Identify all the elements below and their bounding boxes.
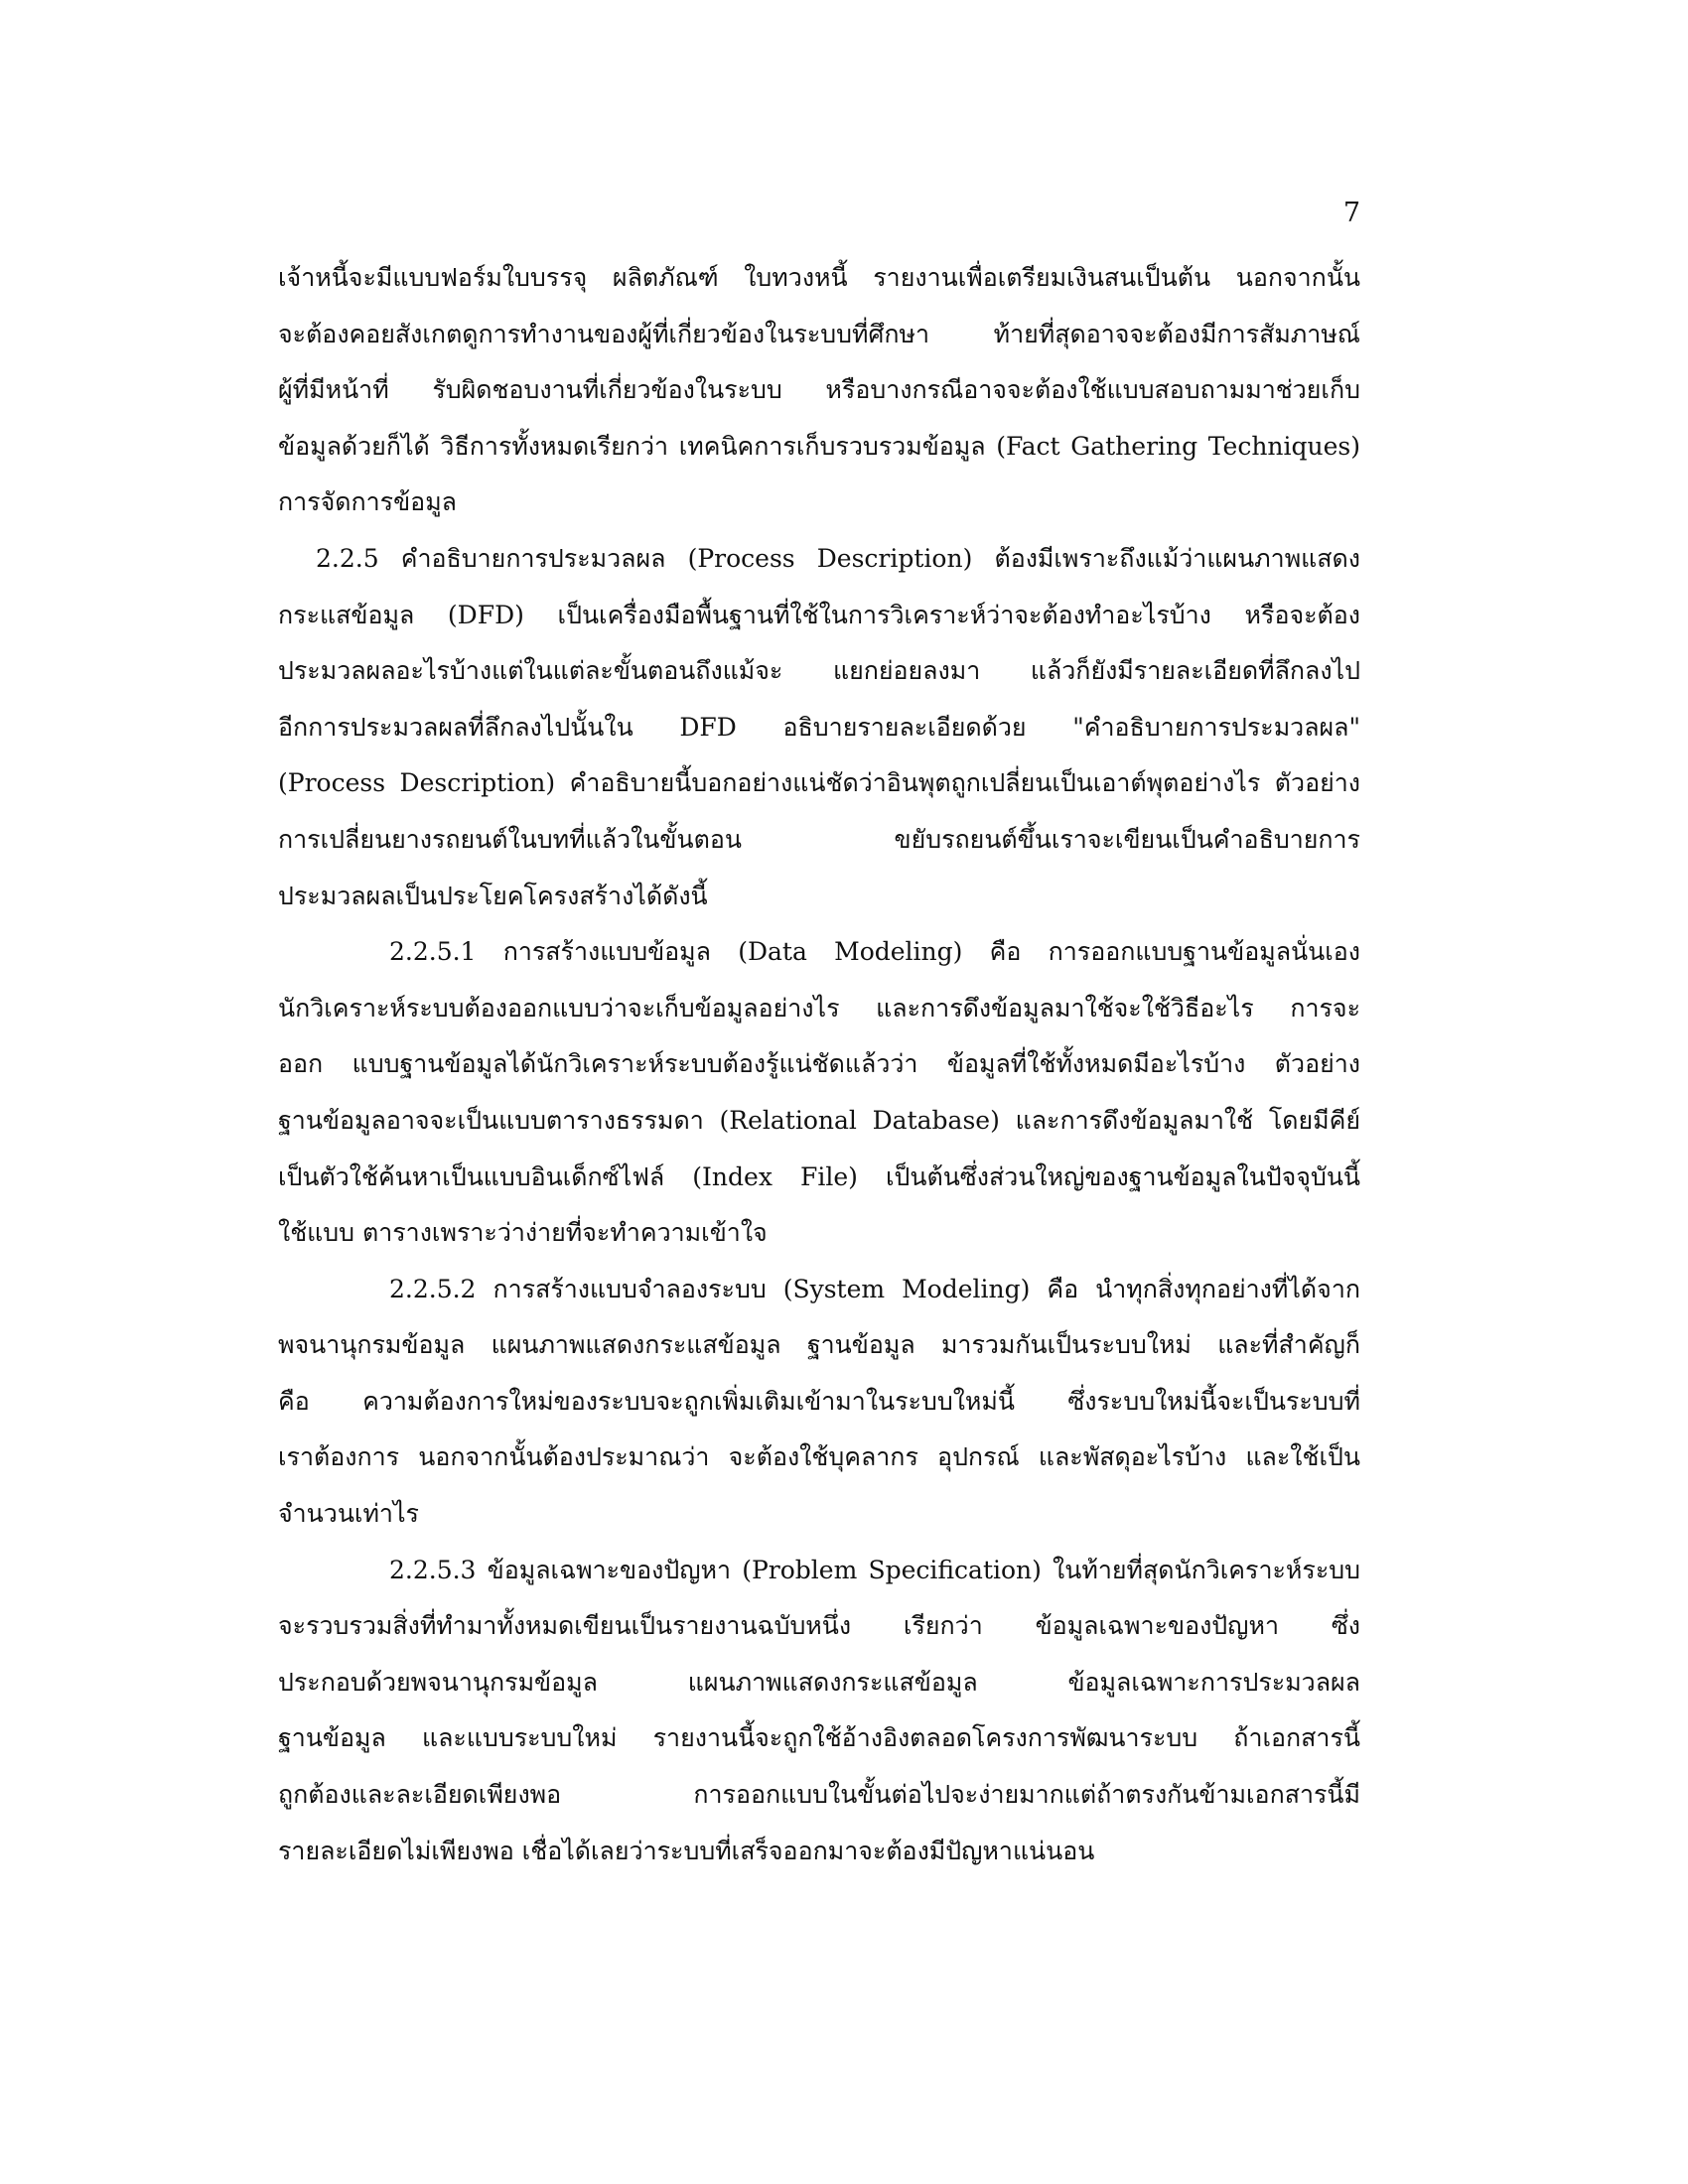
paragraph-line: ประมวลผลอะไรบ้างแต่ในแต่ละขั้นตอนถึงแม้จะ แยกย่อยลงมา แล้วก็ยังมีรายละเอียดที่ลึกลงไป bbox=[278, 656, 1360, 686]
paragraph-line: การเปลี่ยนยางรถยนต์ในบทที่แล้วในขั้นตอน ขยับรถยนต์ขึ้นเราจะเขียนเป็นคำอธิบายการ bbox=[278, 824, 1360, 854]
paragraph-line: ฐานข้อมูลอาจจะเป็นแบบตารางธรรมดา (Relational Database) และการดึงข้อมูลมาใช้ โดยมีคีย์ bbox=[278, 1105, 1360, 1135]
paragraph-line: จำนวนเท่าไร bbox=[278, 1499, 419, 1529]
paragraph-line: ประมวลผลเป็นประโยคโครงสร้างได้ดังนี้ bbox=[278, 881, 708, 910]
paragraph-line: ออก แบบฐานข้อมูลได้นักวิเคราะห์ระบบต้องรู้แน่ชัดแล้วว่า ข้อมูลที่ใช้ทั้งหมดมีอะไรบ้าง ตัวอย่าง bbox=[278, 1049, 1360, 1079]
document-body bbox=[278, 250, 1360, 1879]
paragraph-line: เป็นตัวใช้ค้นหาเป็นแบบอินเด็กซ์ไฟล์ (Index File) เป็นต้นซึ่งส่วนใหญ่ของฐานข้อมูลในปัจจุบันนี้ bbox=[278, 1161, 1360, 1191]
paragraph-section-2-2-5-2 bbox=[278, 1262, 1360, 1543]
paragraph-line: 2.2.5 คำอธิบายการประมวลผล (Process Description) ต้องมีเพราะถึงแม้ว่าแผนภาพแสดง bbox=[316, 543, 1360, 573]
paragraph-line: การจัดการข้อมูล bbox=[278, 487, 457, 517]
paragraph-line: นักวิเคราะห์ระบบต้องออกแบบว่าจะเก็บข้อมูลอย่างไร และการดึงข้อมูลมาใช้จะใช้วิธีอะไร การจะ bbox=[278, 993, 1360, 1023]
page-number: 7 bbox=[1342, 198, 1360, 228]
paragraph-line: ฐานข้อมูล และแบบระบบใหม่ รายงานนี้จะถูกใช้อ้างอิงตลอดโครงการพัฒนาระบบ ถ้าเอกสารนี้ bbox=[278, 1723, 1360, 1753]
paragraph-line: (Process Description) คำอธิบายนี้บอกอย่างแน่ชัดว่าอินพุตถูกเปลี่ยนเป็นเอาต์พุตอย่างไร ตัวอย่าง bbox=[278, 768, 1360, 798]
paragraph-line: 2.2.5.2 การสร้างแบบจำลองระบบ (System Modeling) คือ นำทุกสิ่งทุกอย่างที่ได้จาก bbox=[389, 1274, 1360, 1303]
paragraph-section-2-2-5-3 bbox=[278, 1543, 1360, 1880]
paragraph-line: ประกอบด้วยพจนานุกรมข้อมูล แผนภาพแสดงกระแสข้อมูล ข้อมูลเฉพาะการประมวลผล bbox=[278, 1667, 1360, 1697]
paragraph-section-2-2-5-1 bbox=[278, 924, 1360, 1262]
paragraph-line: 2.2.5.3 ข้อมูลเฉพาะของปัญหา (Problem Specification) ในท้ายที่สุดนักวิเคราะห์ระบบ bbox=[389, 1555, 1360, 1584]
paragraph-line: ใช้แบบ ตารางเพราะว่าง่ายที่จะทำความเข้าใจ bbox=[278, 1218, 768, 1248]
paragraph-line: เจ้าหนี้จะมีแบบฟอร์มใบบรรจุ ผลิตภัณฑ์ ใบทวงหนี้ รายงานเพื่อเตรียมเงินสนเป็นต้น นอกจากนั้น bbox=[278, 263, 1360, 292]
paragraph-line: อีกการประมวลผลที่ลึกลงไปนั้นใน DFD อธิบายรายละเอียดด้วย "คำอธิบายการประมวลผล" bbox=[278, 712, 1360, 742]
paragraph-line: ข้อมูลด้วยก็ได้ วิธีการทั้งหมดเรียกว่า เทคนิคการเก็บรวบรวมข้อมูล (Fact Gathering Techniques) bbox=[278, 431, 1360, 461]
paragraph-line: 2.2.5.1 การสร้างแบบข้อมูล (Data Modeling) คือ การออกแบบฐานข้อมูลนั่นเอง bbox=[389, 937, 1360, 967]
paragraph-line: กระแสข้อมูล (DFD) เป็นเครื่องมือพื้นฐานที่ใช้ในการวิเคราะห์ว่าจะต้องทำอะไรบ้าง หรือจะต้อง bbox=[278, 600, 1360, 629]
paragraph-line: ผู้ที่มีหน้าที่ รับผิดชอบงานที่เกี่ยวข้องในระบบ หรือบางกรณีอาจจะต้องใช้แบบสอบถามมาช่วยเก็บ bbox=[278, 375, 1360, 405]
paragraph-line: พจนานุกรมข้อมูล แผนภาพแสดงกระแสข้อมูล ฐานข้อมูล มารวมกันเป็นระบบใหม่ และที่สำคัญก็ bbox=[278, 1330, 1360, 1360]
paragraph-line: จะต้องคอยสังเกตดูการทำงานของผู้ที่เกี่ยวข้องในระบบที่ศึกษา ท้ายที่สุดอาจจะต้องมีการสัมภาษณ์ bbox=[278, 319, 1360, 348]
paragraph-line: เราต้องการ นอกจากนั้นต้องประมาณว่า จะต้องใช้บุคลากร อุปกรณ์ และพัสดุอะไรบ้าง และใช้เป็น bbox=[278, 1442, 1360, 1472]
paragraph-section-2-2-5 bbox=[278, 531, 1360, 924]
paragraph-intro bbox=[278, 250, 1360, 531]
paragraph-line: ถูกต้องและละเอียดเพียงพอ การออกแบบในขั้นต่อไปจะง่ายมากแต่ถ้าตรงกันข้ามเอกสารนี้มี bbox=[278, 1780, 1360, 1810]
paragraph-line: รายละเอียดไม่เพียงพอ เชื่อได้เลยว่าระบบที่เสร็จออกมาจะต้องมีปัญหาแน่นอน bbox=[278, 1836, 1095, 1865]
paragraph-line: คือ ความต้องการใหม่ของระบบจะถูกเพิ่มเติมเข้ามาในระบบใหม่นี้ ซึ่งระบบใหม่นี้จะเป็นระบบที่ bbox=[278, 1386, 1360, 1416]
paragraph-line: จะรวบรวมสิ่งที่ทำมาทั้งหมดเขียนเป็นรายงานฉบับหนึ่ง เรียกว่า ข้อมูลเฉพาะของปัญหา ซึ่ง bbox=[278, 1611, 1360, 1641]
